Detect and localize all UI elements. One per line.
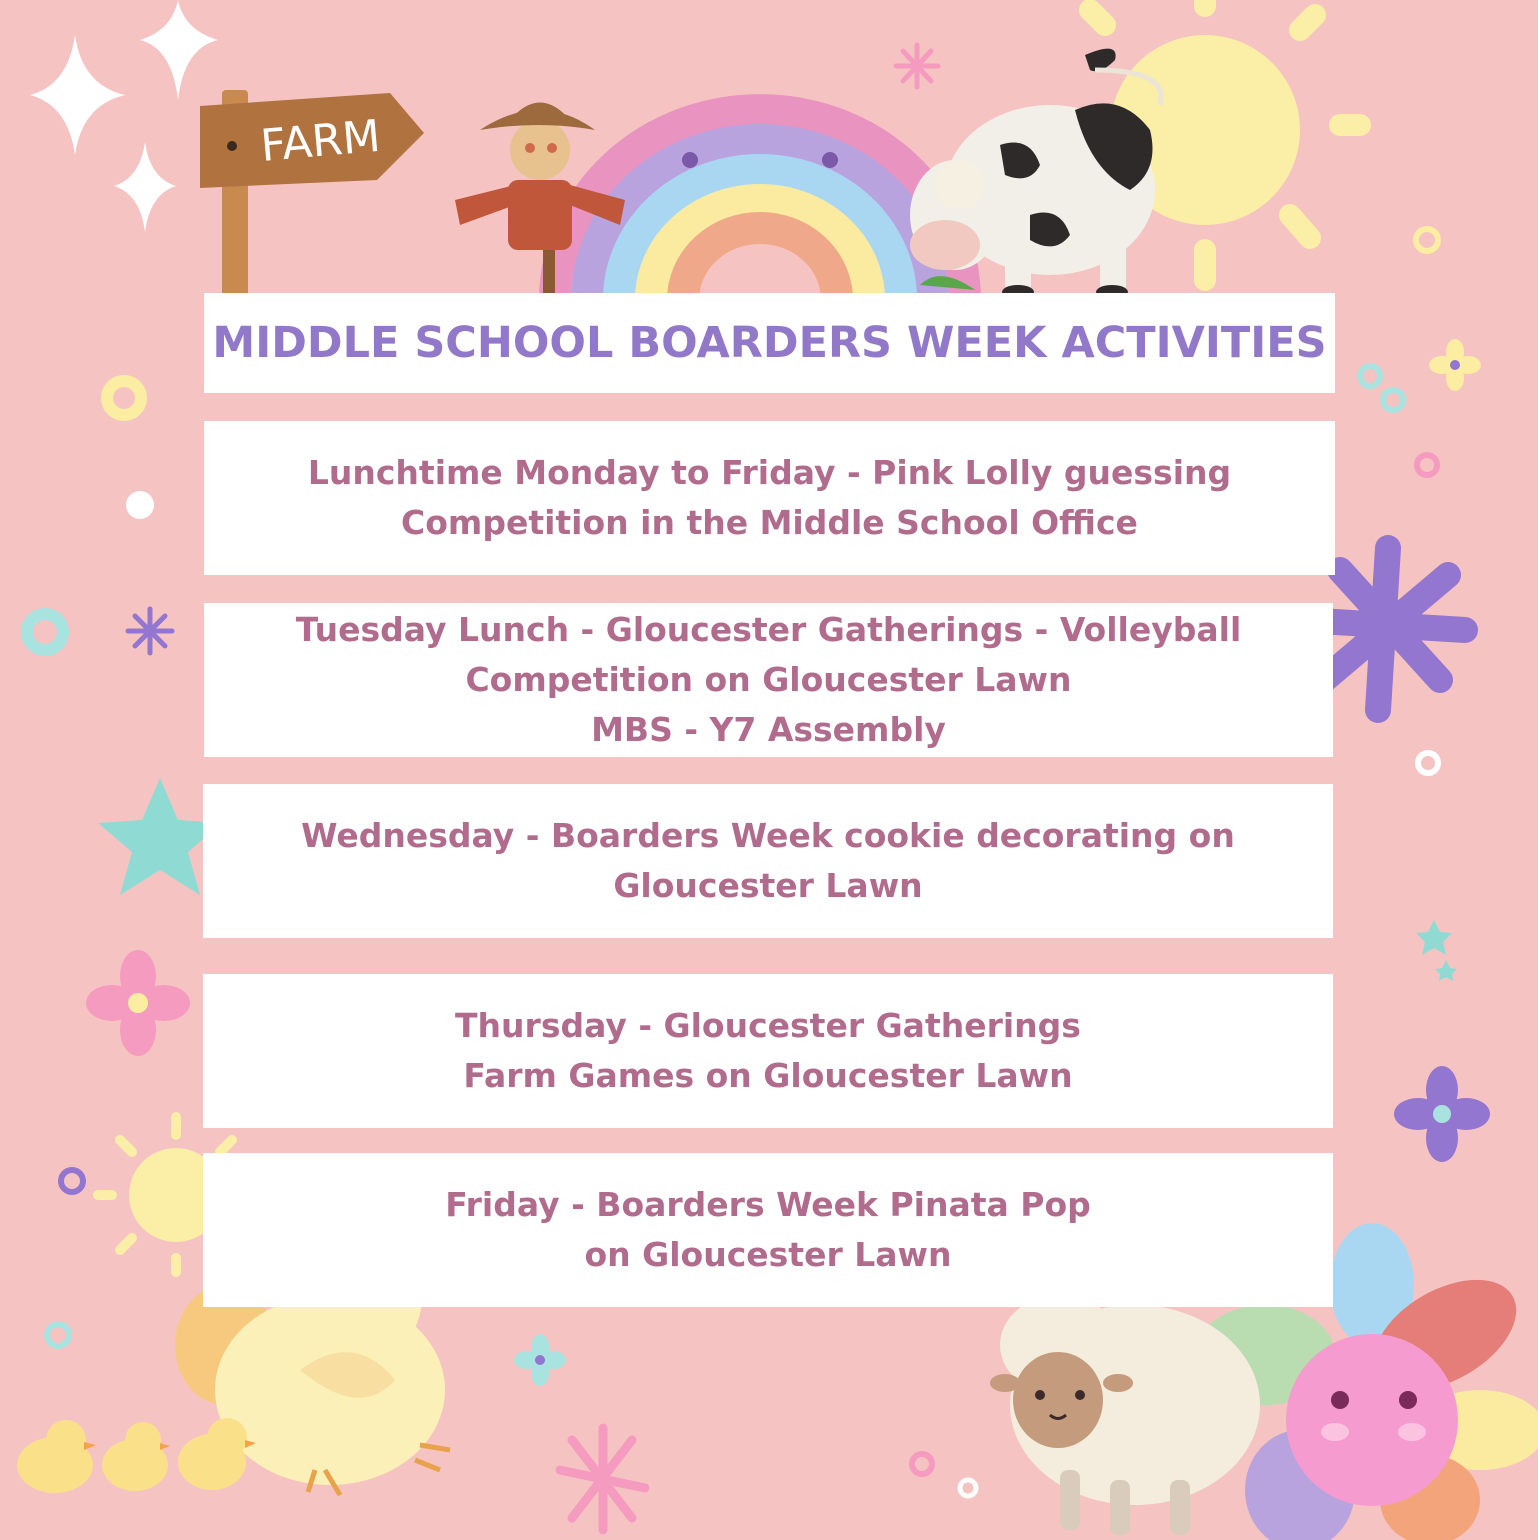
flower-icon: [1429, 339, 1481, 391]
dot-icon: [126, 491, 154, 519]
asterisk-icon: [560, 1428, 645, 1530]
activity-line: Thursday - Gloucester Gatherings: [455, 1006, 1081, 1045]
activity-line: on Gloucester Lawn: [584, 1235, 952, 1274]
activity-line: Competition in the Middle School Office: [401, 503, 1138, 542]
farm-sign-label: FARM: [258, 110, 383, 172]
flower-icon: [86, 950, 190, 1056]
activity-line: Farm Games on Gloucester Lawn: [463, 1056, 1073, 1095]
activity-card-monday-friday: [204, 421, 1335, 575]
flower-icon: [514, 1334, 566, 1386]
activity-line: Wednesday - Boarders Week cookie decorating on: [301, 816, 1235, 855]
asterisk-icon: [896, 45, 938, 87]
activity-line: Lunchtime Monday to Friday - Pink Lolly guessing: [307, 453, 1232, 492]
activity-card-friday: [203, 1153, 1333, 1307]
asterisk-icon: [128, 609, 172, 653]
sparkle-icon: [30, 0, 218, 232]
activity-line: Friday - Boarders Week Pinata Pop: [445, 1185, 1091, 1224]
farm-sign-icon: [192, 88, 432, 318]
title-card: [204, 293, 1335, 393]
activity-line: Tuesday Lunch - Gloucester Gatherings - Volleyball: [295, 610, 1242, 649]
activity-line: MBS - Y7 Assembly: [591, 710, 946, 749]
activity-line: Gloucester Lawn: [613, 866, 923, 905]
activity-card-thursday: [203, 974, 1333, 1128]
page-title: MIDDLE SCHOOL BOARDERS WEEK ACTIVITIES: [212, 318, 1327, 368]
activity-line: Competition on Gloucester Lawn: [465, 660, 1072, 699]
activity-card-wednesday: [203, 784, 1333, 938]
flower-icon: [1394, 1066, 1490, 1162]
activity-card-tuesday: [204, 603, 1333, 757]
chick-icon: [17, 1418, 247, 1493]
